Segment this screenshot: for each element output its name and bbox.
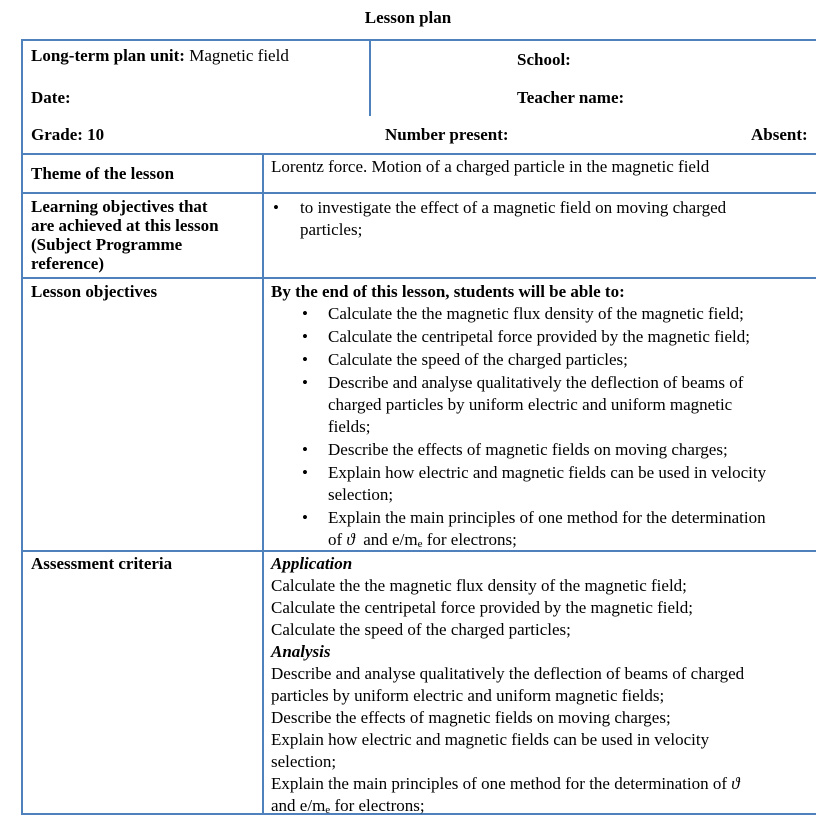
- row-divider-theme: [21, 192, 816, 194]
- row-divider-grade: [21, 153, 816, 155]
- assessment-line: selection;: [271, 752, 337, 771]
- assessment-line: [271, 773, 740, 795]
- assessment-line: Explain how electric and magnetic fields can be used in velocity: [271, 730, 710, 749]
- learning-label-line: are achieved at this lesson: [31, 216, 219, 235]
- list-item-text: of: [328, 530, 347, 549]
- list-item-line: Calculate the centripetal force provided by the magnetic field;: [328, 327, 750, 346]
- school-label: School:: [517, 50, 571, 69]
- list-item-line: Explain the main principles of one method for the determination: [328, 508, 766, 527]
- assessment-line: Describe the effects of magnetic fields on moving charges;: [271, 708, 671, 727]
- learning-item-line: particles;: [300, 220, 363, 239]
- date-label: Date:: [31, 88, 71, 107]
- bullet-icon: •: [302, 304, 308, 323]
- row-divider-learning: [21, 277, 816, 279]
- unit-field: [31, 45, 289, 67]
- unit-label: Long-term plan unit:: [31, 46, 185, 65]
- subscript-e: e: [325, 804, 331, 816]
- learning-label-line: reference): [31, 254, 104, 273]
- learning-label-line: Learning objectives that: [31, 197, 208, 216]
- assessment-text: for electrons;: [330, 796, 425, 815]
- number-present-label: Number present:: [385, 125, 509, 144]
- list-item-line: Calculate the the magnetic flux density of the magnetic field;: [328, 304, 744, 323]
- theta-symbol: ϑ: [346, 530, 355, 549]
- grade-label: Grade: 10: [31, 125, 105, 144]
- column-divider: [262, 153, 264, 815]
- bullet-icon: •: [273, 198, 279, 217]
- assessment-line: Calculate the centripetal force provided by the magnetic field;: [271, 598, 693, 617]
- page-title: Lesson plan: [364, 8, 452, 27]
- bullet-icon: •: [302, 508, 308, 527]
- assessment-criteria-label: Assessment criteria: [31, 554, 173, 573]
- assessment-text: Explain the main principles of one method for the determination of: [271, 774, 732, 793]
- teacher-label: Teacher name:: [517, 88, 625, 107]
- bullet-icon: •: [302, 350, 308, 369]
- list-item-line: Describe and analyse qualitatively the deflection of beams of: [328, 373, 744, 392]
- analysis-heading: Analysis: [271, 642, 331, 661]
- assessment-line: Calculate the speed of the charged particles;: [271, 620, 571, 639]
- list-item-line: selection;: [328, 485, 394, 504]
- list-item-line: [328, 529, 517, 555]
- theme-label: Theme of the lesson: [31, 164, 175, 183]
- header-divider: [369, 39, 371, 116]
- theta-symbol: ϑ: [731, 774, 740, 793]
- list-item-line: fields;: [328, 417, 371, 436]
- theme-value: Lorentz force. Motion of a charged particle in the magnetic field: [271, 157, 710, 176]
- application-heading: Application: [271, 554, 353, 573]
- list-item-line: Explain how electric and magnetic fields can be used in velocity: [328, 463, 767, 482]
- lesson-objectives-intro: By the end of this lesson, students will be able to:: [271, 282, 625, 301]
- list-item-line: Calculate the speed of the charged particles;: [328, 350, 628, 369]
- assessment-line: particles by uniform electric and uniform magnetic fields;: [271, 686, 665, 705]
- list-item-text: for electrons;: [422, 530, 517, 549]
- lesson-objectives-label: Lesson objectives: [31, 282, 158, 301]
- list-item-line: charged particles by uniform electric and uniform magnetic: [328, 395, 733, 414]
- absent-label: Absent:: [751, 125, 808, 144]
- assessment-line: Describe and analyse qualitatively the deflection of beams of charged: [271, 664, 745, 683]
- learning-item-line: to investigate the effect of a magnetic field on moving charged: [300, 198, 727, 217]
- bullet-icon: •: [302, 327, 308, 346]
- assessment-line: Calculate the the magnetic flux density of the magnetic field;: [271, 576, 687, 595]
- learning-label-line: (Subject Programme: [31, 235, 183, 254]
- assessment-line: [271, 795, 425, 821]
- bullet-icon: •: [302, 463, 308, 482]
- unit-value: Magnetic field: [189, 46, 289, 65]
- subscript-e: e: [417, 538, 423, 550]
- bullet-icon: •: [302, 373, 308, 392]
- bullet-icon: •: [302, 440, 308, 459]
- list-item-text: and e/m: [354, 530, 418, 549]
- assessment-text: and e/m: [271, 796, 326, 815]
- list-item-line: Describe the effects of magnetic fields on moving charges;: [328, 440, 728, 459]
